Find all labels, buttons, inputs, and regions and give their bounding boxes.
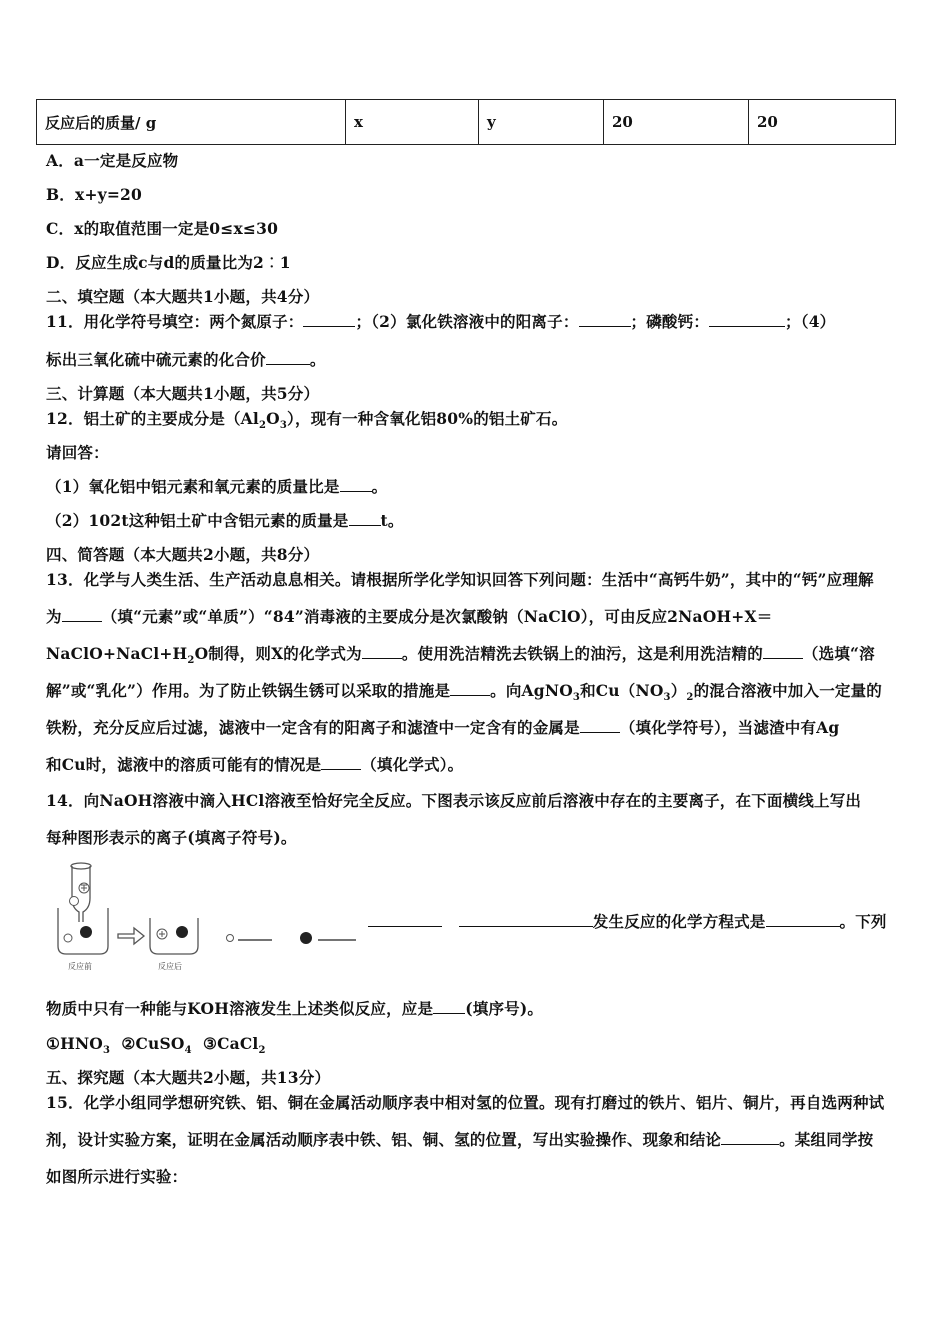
subscript: 2 xyxy=(187,655,195,667)
subscript: 3 xyxy=(572,692,581,704)
option-d: D．反应生成c与d的质量比为2︰1 xyxy=(46,253,291,272)
answer-blank xyxy=(580,718,620,733)
q13-text: 为 xyxy=(46,607,62,626)
dropper-outline xyxy=(72,866,90,922)
subscript: 2 xyxy=(258,1045,266,1057)
answer-blank xyxy=(340,477,372,492)
question-13-line-2 xyxy=(46,607,772,627)
table-row xyxy=(37,100,896,145)
question-13-line-3 xyxy=(46,644,875,671)
q15-text: 。某组同学按 xyxy=(779,1130,874,1149)
q13-text: 的混合溶液中加入一定量的 xyxy=(693,681,882,700)
q12-sub-text: （1）氧化铝中铝元素和氧元素的质量比是 xyxy=(46,477,340,496)
q11-text: 标出三氧化硫中硫元素的化合价 xyxy=(46,350,266,369)
table-cell: 20 xyxy=(749,100,896,145)
table-cell: 反应后的质量/ g xyxy=(37,100,346,145)
question-12 xyxy=(46,409,567,436)
q13-text: 解”或“乳化”）作用。为了防止铁锅生锈可以采取的措施是 xyxy=(46,681,451,700)
q14-text: (填序号)。 xyxy=(465,999,544,1018)
answer-blank xyxy=(362,644,402,659)
subscript: 3 xyxy=(663,692,671,704)
answer-blank xyxy=(709,312,785,327)
q12-sub-text: t。 xyxy=(380,511,404,530)
dark-ion-after xyxy=(176,926,188,938)
q13-text: 和Cu（NO xyxy=(580,681,664,700)
q12-sub-text: 。 xyxy=(371,477,388,496)
answer-blank xyxy=(266,350,310,365)
q11-text: ；（2）氯化铁溶液中的阳离子： xyxy=(355,312,579,331)
dark-ion-before xyxy=(80,926,92,938)
q13-text: （填化学符号），当滤渣中有Ag xyxy=(619,718,840,737)
section-heading-explore: 五、探究题（本大题共2小题，共13分） xyxy=(46,1068,331,1087)
table-cell: 20 xyxy=(604,100,749,145)
mass-table xyxy=(36,99,896,145)
option-c: C．x的取值范围一定是0≤x≤30 xyxy=(46,219,279,238)
q12-sub-text: （2）102t这种铝土矿中含铝元素的质量是 xyxy=(46,511,349,530)
q13-text: 铁粉，充分反应后过滤，滤液中一定含有的阳离子和滤渣中一定含有的金属是 xyxy=(46,718,580,737)
option-a: A．a一定是反应物 xyxy=(46,151,179,170)
empty-ion-in-dropper xyxy=(70,897,79,906)
q14-text: 发生反应的化学方程式是 xyxy=(592,912,766,931)
q11-text: 11．用化学符号填空：两个氮原子： xyxy=(46,312,304,331)
dropper-top xyxy=(71,863,91,869)
q14-text: 。下列 xyxy=(839,912,887,931)
answer-blank xyxy=(579,312,631,327)
q13-text: O制得，则X的化学式为 xyxy=(194,644,362,663)
question-15-line-3: 如图所示进行实验： xyxy=(46,1167,188,1186)
table-cell: x xyxy=(346,100,479,145)
question-15-line-1: 15．化学小组同学想研究铁、铝、铜在金属活动顺序表中相对氢的位置。现有打磨过的铁片、铝片、铜片，再自选两种试 xyxy=(46,1093,885,1112)
q13-text: （填“元素”或“单质”）“84”消毒液的主要成分是次氯酸钠（NaClO），可由反应2NaOH+X＝ xyxy=(101,607,773,626)
label-after: 反应后 xyxy=(158,962,182,971)
section-heading-calc: 三、计算题（本大题共1小题，共5分） xyxy=(46,384,320,403)
question-11-line-2 xyxy=(46,350,326,370)
subscript: 2 xyxy=(686,692,694,704)
reaction-diagram xyxy=(46,858,366,973)
subscript: 3 xyxy=(103,1045,111,1057)
answer-blank xyxy=(433,999,465,1014)
q13-text: ） xyxy=(670,681,687,700)
subscript: 2 xyxy=(259,420,267,432)
question-11-line-1 xyxy=(46,312,835,332)
question-12-sub-2 xyxy=(46,511,404,531)
section-heading-fill: 二、填空题（本大题共1小题，共4分） xyxy=(46,287,320,306)
question-13-line-6 xyxy=(46,755,463,775)
answer-blank xyxy=(303,312,355,327)
option-b: B．x+y=20 xyxy=(46,185,142,204)
q13-text: 。使用洗洁精洗去铁锅上的油污，这是利用洗洁精的 xyxy=(401,644,763,663)
question-13-line-4 xyxy=(46,681,882,708)
section-heading-short: 四、简答题（本大题共2小题，共8分） xyxy=(46,545,320,564)
q11-text: ；磷酸钙： xyxy=(630,312,710,331)
q13-text: 和Cu时，滤液中的溶质可能有的情况是 xyxy=(46,755,322,774)
question-12-sub-1 xyxy=(46,477,387,497)
q12-text: ），现有一种含氧化铝80%的铝土矿石。 xyxy=(287,409,568,428)
answer-prompt: 请回答： xyxy=(46,443,109,462)
dark-ion-legend xyxy=(300,932,312,944)
q12-text: O xyxy=(266,409,280,428)
answer-blank xyxy=(368,912,442,927)
arrow-icon xyxy=(118,928,144,944)
question-14-line-2: 每种图形表示的离子(填离子符号)。 xyxy=(46,828,297,847)
small-ion-legend xyxy=(227,935,234,942)
table-cell: y xyxy=(479,100,604,145)
choice-1: ①HNO xyxy=(46,1034,104,1053)
question-15-line-2 xyxy=(46,1130,873,1150)
question-13-line-5 xyxy=(46,718,839,738)
question-13-line-1: 13．化学与人类生活、生产活动息息相关。请根据所学化学知识回答下列问题：生活中“高钙牛奶”，其中的“钙”应理解 xyxy=(46,570,874,589)
choice-3: ③CaCl xyxy=(202,1034,259,1053)
answer-blank xyxy=(349,511,381,526)
answer-blank xyxy=(763,644,803,659)
period: 。 xyxy=(309,350,326,369)
answer-blank xyxy=(450,681,490,696)
q11-text: ；（4） xyxy=(785,312,836,331)
question-14-choices xyxy=(46,1034,266,1061)
label-before: 反应前 xyxy=(68,962,92,971)
answer-blank xyxy=(62,607,102,622)
q14-text: 物质中只有一种能与KOH溶液发生上述类似反应，应是 xyxy=(46,999,434,1018)
question-14-line-1: 14．向NaOH溶液中滴入HCl溶液至恰好完全反应。下图表示该反应前后溶液中存在的主要离子，在下面横线上写出 xyxy=(46,791,862,810)
question-14-equation xyxy=(368,912,887,932)
answer-blank xyxy=(321,755,361,770)
q13-text: （选填“溶 xyxy=(802,644,875,663)
q15-text: 剂，设计实验方案，证明在金属活动顺序表中铁、铝、铜、氢的位置，写出实验操作、现象和结论 xyxy=(46,1130,722,1149)
subscript: 4 xyxy=(184,1045,192,1057)
choice-2: ②CuSO xyxy=(121,1034,185,1053)
small-ion-before xyxy=(64,934,72,942)
q13-text: （填化学式）。 xyxy=(361,755,464,774)
answer-blank xyxy=(721,1130,779,1145)
question-14-line-4 xyxy=(46,999,543,1019)
q12-text: 12．铝土矿的主要成分是（Al xyxy=(46,409,259,428)
answer-blank xyxy=(459,912,593,927)
answer-blank xyxy=(766,912,840,927)
subscript: 3 xyxy=(279,420,288,432)
q13-text: NaClO+NaCl+H xyxy=(46,644,188,663)
q13-text: 。向AgNO xyxy=(490,681,573,700)
